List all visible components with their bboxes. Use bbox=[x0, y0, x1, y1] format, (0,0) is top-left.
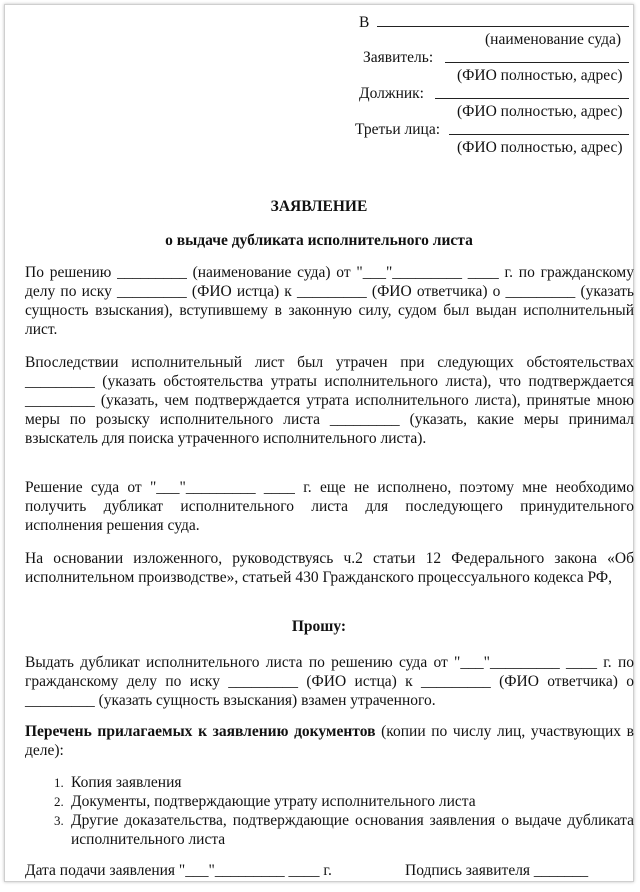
paragraph-not-executed: Решение суда от "___"_________ ____ г. еще не исполнено, поэтому мне необходимо получить дубликат исполнительного листа для последующего принудительного исполнения решения суда. bbox=[25, 479, 634, 534]
paragraph-decision: По решению _________ (наименование суда) от "___"_________ ____ г. по гражданскому делу по иску _________ (ФИО истца) к _________ (ФИО ответчика) о _________ (указать сущность взыскания), вступившему в законную силу, судом был выдан исполнительный лист. bbox=[25, 264, 634, 338]
debtor-label: Должник: bbox=[359, 85, 424, 102]
paragraph-loss: Впоследствии исполнительный лист был утрачен при следующих обстоятельствах _________ (указать обстоятельства утраты исполнительного листа), что подтверждается _________ (указать, чем подтверждается утрата исполнительного листа), принятые мною меры по розыску исполнительного листа _________ (указать, какие меры принимал взыскатель для поиска утраченного исполнительного листа). bbox=[25, 354, 634, 447]
third-parties-line bbox=[449, 134, 629, 135]
document-title: ЗАЯВЛЕНИЕ bbox=[270, 198, 368, 215]
debtor-hint: (ФИО полностью, адрес) bbox=[457, 103, 623, 120]
debtor-line bbox=[435, 98, 629, 99]
court-hint: (наименование суда) bbox=[485, 31, 622, 48]
attachments-heading bbox=[25, 722, 634, 760]
attachments-list bbox=[25, 773, 634, 849]
third-parties-hint: (ФИО полностью, адрес) bbox=[457, 139, 623, 156]
list-item: 3. Другие доказательства, подтверждающие основания заявления о выдаче дубликата исполнительного листа bbox=[67, 811, 634, 849]
request-heading: Прошу: bbox=[291, 618, 347, 635]
attachments-heading-rest: (копии по числу лиц, участвующих в деле): bbox=[25, 723, 634, 759]
to-label: В bbox=[359, 14, 370, 31]
list-item: 2. Документы, подтверждающие утрату исполнительного листа bbox=[67, 792, 634, 811]
submission-date: Дата подачи заявления "___"_________ ____ г. bbox=[25, 862, 332, 879]
attachments-heading-bold: Перечень прилагаемых к заявлению документов bbox=[25, 723, 376, 740]
document-subtitle: о выдаче дубликата исполнительного листа bbox=[165, 232, 473, 249]
paragraph-legal-basis: На основании изложенного, руководствуясь ч.2 статьи 12 Федерального закона «Об исполнительном производстве», статьей 430 Гражданского процессуального кодекса РФ, bbox=[25, 550, 634, 586]
applicant-label: Заявитель: bbox=[363, 49, 434, 66]
document-page bbox=[4, 4, 634, 882]
court-name-line bbox=[377, 26, 629, 27]
list-item: 1. Копия заявления bbox=[67, 773, 634, 792]
third-parties-label: Третьи лица: bbox=[355, 121, 441, 138]
applicant-signature: Подпись заявителя _______ bbox=[405, 862, 589, 879]
applicant-line bbox=[445, 62, 629, 63]
request-text: Выдать дубликат исполнительного листа по решению суда от "___"_________ ____ г. по гражданскому делу по иску _________ (ФИО истца) к _________ (ФИО ответчика) о _________ (указать сущность взыскания) взамен утраченного. bbox=[25, 654, 634, 709]
applicant-hint: (ФИО полностью, адрес) bbox=[457, 67, 623, 84]
